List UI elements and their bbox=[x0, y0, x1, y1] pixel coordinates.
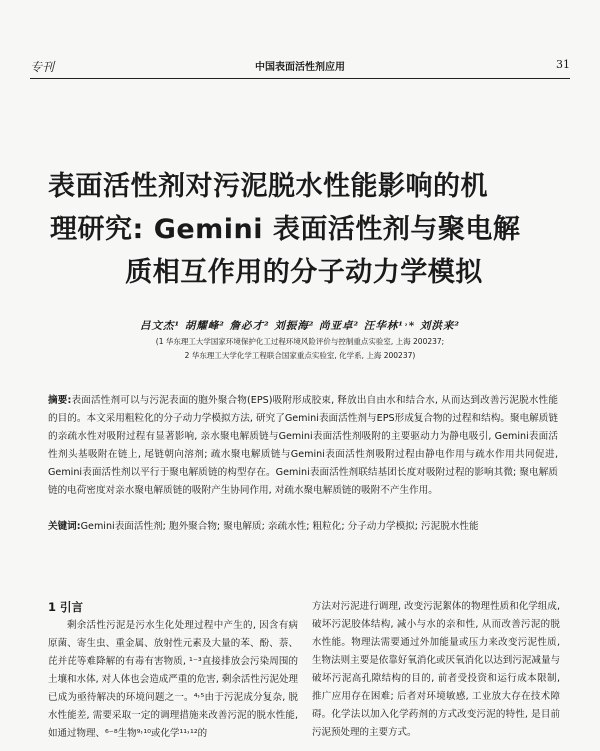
header-divider bbox=[30, 78, 570, 79]
right-column bbox=[312, 598, 560, 742]
title-line-2: 理研究: Gemini 表面活性剂与聚电解 bbox=[50, 214, 521, 245]
journal-name: 中国表面活性剂应用 bbox=[255, 62, 345, 73]
left-column-paragraph: 剩余活性污泥是污水生化处理过程中产生的, 因含有病原菌、寄生虫、重金属、放射性元素及大量的苯、酚、萘、芘并芘等难降解的有毒有害物质, ¹⁻³直接排放会污染周围的土壤和水体, 对人体也会造成严重的危害, 剩余活性污泥处理已成为亟待解决的环境问题之一。⁴˒⁵由于污泥成分复杂, 脱水性能差, 需要采取一定的调理措施来改善污泥的脱水性能, 如通过物理、⁶⁻⁸生物⁹˒¹⁰或化学¹¹˒¹²的 bbox=[48, 620, 298, 739]
page-header bbox=[30, 58, 570, 74]
keywords-text: Gemini表面活性剂; 胞外聚合物; 聚电解质; 亲疏水性; 粗粒化; 分子动力学模拟; 污泥脱水性能 bbox=[80, 521, 479, 532]
abstract bbox=[48, 392, 558, 500]
section-heading-introduction: 1 引言 bbox=[48, 600, 84, 614]
keywords bbox=[48, 518, 558, 536]
affiliation-1: (1 华东理工大学国家环境保护化工过程环境风险评价与控制重点实验室, 上海 200237; bbox=[155, 337, 445, 346]
page-number: 31 bbox=[556, 58, 570, 71]
keywords-label: 关键词: bbox=[48, 521, 81, 532]
right-column-paragraph: 方法对污泥进行调理, 改变污泥絮体的物理性质和化学组成, 破坏污泥胶体结构, 减小与水的亲和性, 从而改善污泥的脱水性能。物理法需要通过外加能量或压力来改变污泥性质, 生物法则主要是依靠好氧消化或厌氧消化以达到污泥减量与破坏污泥高孔隙结构的目的, 前者受投资和运行成本限制, 推广应用存在困难; 后者对环境敏感, 工业放大存在技术障碍。化学法以加入化学药剂的方式改变污泥的特性, 是目前污泥预处理的主要方式。 bbox=[312, 601, 560, 738]
left-column bbox=[48, 598, 298, 743]
title-line-1: 表面活性剂对污泥脱水性能影响的机 bbox=[48, 171, 488, 202]
abstract-label: 摘要: bbox=[48, 395, 72, 406]
title-line-3: 质相互作用的分子动力学模拟 bbox=[125, 257, 483, 288]
journal-label: 专刊 bbox=[30, 60, 55, 74]
paper-title bbox=[48, 165, 560, 294]
affiliation-2: 2 华东理工大学化学工程联合国家重点实验室, 化学系, 上海 200237) bbox=[184, 351, 416, 360]
author-list: 吕文杰¹ 胡耀峰² 詹必才² 刘振海² 尚亚卓² 汪华林¹˒* 刘洪来² bbox=[140, 320, 460, 332]
abstract-text: 表面活性剂可以与污泥表面的胞外聚合物(EPS)吸附形成胶束, 释放出自由水和结合水, 从而达到改善污泥脱水性能的目的。本文采用粗粒化的分子动力学模拟方法, 研究了Gemini表面活性剂与EPS形成复合物的过程和结构。聚电解质链的亲疏水性对吸附过程有显著影响, 亲水聚电解质链与Gemini表面活性剂吸附的主要驱动力为静电吸引, Gemini表面活性剂头基吸附在链上, 尾链朝向溶剂; 疏水聚电解质链与Gemini表面活性剂吸附过程由静电作用与疏水作用共同促进, Gemini表面活性剂以平行于聚电解质链的构型存在。Gemini表面活性剂联结基团长度对吸附过程的影响其微; 聚电解质链的电荷密度对亲水聚电解质链的吸附产生协同作用, 对疏水聚电解质链的吸附不产生作用。 bbox=[48, 395, 558, 496]
